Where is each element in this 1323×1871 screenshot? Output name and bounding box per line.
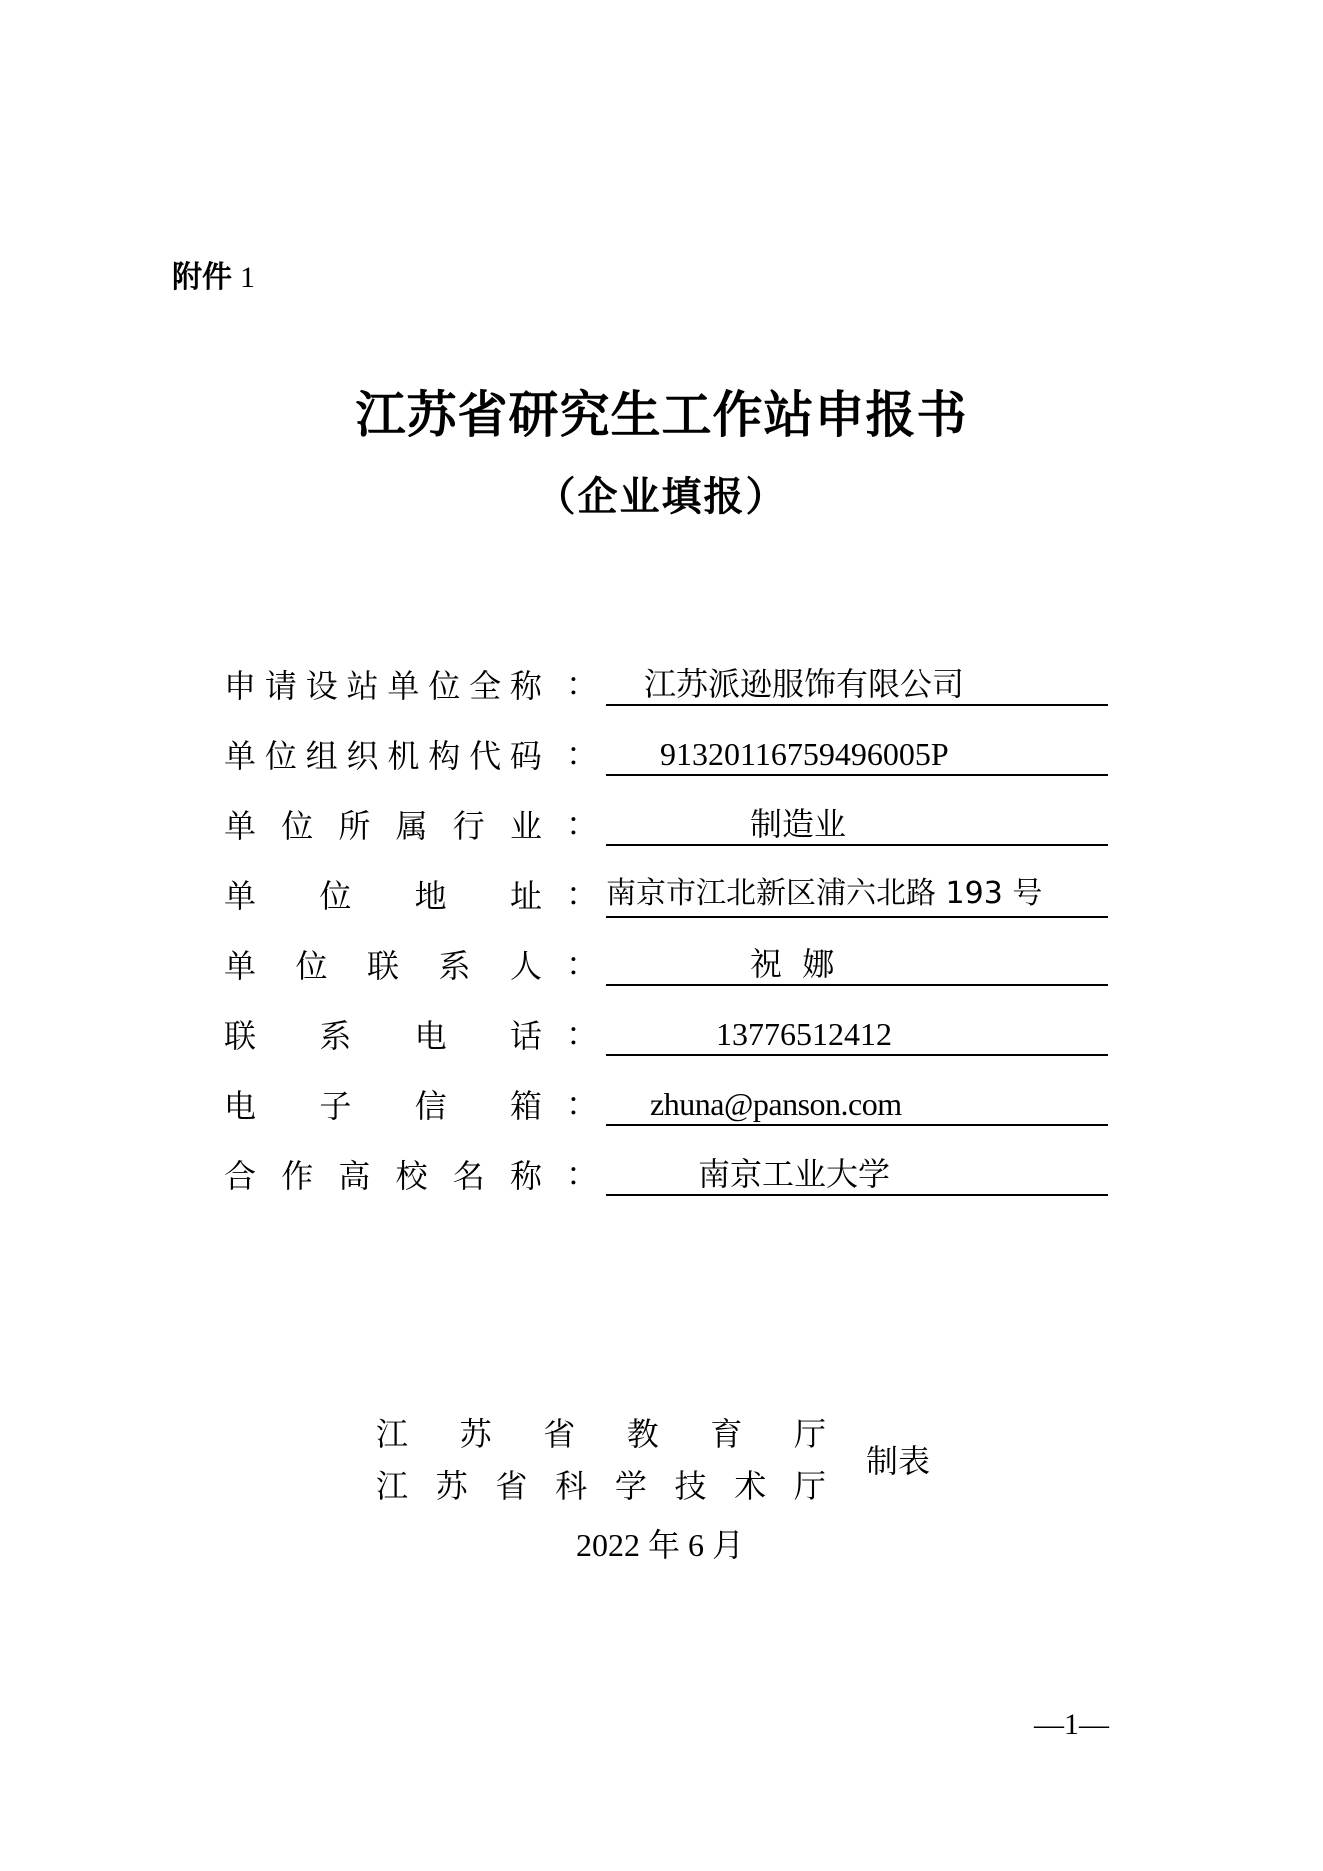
label-char: 申 [224,667,257,705]
form-label [224,802,542,846]
label-char: 业 [509,807,542,845]
label-char: 设 [305,667,338,705]
issuer-char: 苏 [435,1467,468,1505]
label-char: 位 [295,947,328,985]
label-char: 称 [509,667,542,705]
page-number: —1— [1034,1708,1109,1741]
form-row-email [224,1082,1104,1126]
form-label [224,1082,542,1126]
form-colon: ： [566,735,599,773]
form-row-industry [224,802,1104,846]
email-field[interactable]: zhuna@panson.com [606,1082,1108,1126]
form-row-university [224,1152,1104,1196]
label-char: 地 [414,877,447,915]
attachment-label [172,252,255,296]
issuer-char: 省 [495,1467,528,1505]
org-code-field[interactable]: 91320116759496005P [606,732,1108,776]
issuer-education-dept [376,1408,826,1460]
label-char: 织 [346,737,379,775]
issuer-science-dept [376,1460,826,1512]
issuer-char: 厅 [793,1467,826,1505]
label-char: 信 [414,1087,447,1125]
attachment-number: 1 [240,261,255,294]
issuer-char: 江 [376,1467,409,1505]
issuer-char: 苏 [459,1415,492,1453]
document-subtitle: （企业填报） [535,474,788,520]
issuer-char: 科 [555,1467,588,1505]
label-char: 机 [387,737,420,775]
issuer-char: 教 [626,1415,659,1453]
label-char: 行 [452,807,485,845]
form-row-phone [224,1012,1104,1056]
form-row-contact [224,942,1104,986]
form-label [224,732,542,776]
label-char: 单 [224,737,257,775]
label-char: 电 [414,1017,447,1055]
contact-person-field[interactable]: 祝 娜 [606,942,1108,986]
label-char: 名 [452,1157,485,1195]
label-char: 联 [224,1017,257,1055]
issuing-departments [376,1408,826,1512]
label-char: 址 [509,877,542,915]
form-label [224,942,542,986]
label-char: 作 [281,1157,314,1195]
label-char: 单 [224,807,257,845]
label-char: 合 [224,1157,257,1195]
label-char: 组 [305,737,338,775]
issuer-char: 技 [674,1467,707,1505]
document-title: 江苏省研究生工作站申报书 [355,386,968,444]
attachment-text: 附件 [172,260,232,295]
label-char: 单 [387,667,420,705]
form-label [224,1012,542,1056]
applicant-name-field[interactable]: 江苏派逊服饰有限公司 [606,662,1108,706]
label-char: 位 [281,807,314,845]
form-row-org-code [224,732,1104,776]
issuer-char: 术 [734,1467,767,1505]
label-char: 请 [264,667,297,705]
label-char: 箱 [509,1087,542,1125]
form-colon: ： [566,1155,599,1193]
label-char: 人 [509,947,542,985]
form-colon: ： [566,1015,599,1053]
label-char: 站 [346,667,379,705]
label-char: 构 [428,737,461,775]
label-char: 高 [338,1157,371,1195]
label-char: 全 [469,667,502,705]
issuer-char: 厅 [793,1415,826,1453]
issuer-char: 学 [614,1467,647,1505]
form-label [224,1152,542,1196]
label-char: 码 [509,737,542,775]
label-char: 称 [509,1157,542,1195]
issuer-char: 江 [376,1415,409,1453]
issuer-char: 育 [710,1415,743,1453]
form-row-address [224,872,1104,916]
form-colon: ： [566,665,599,703]
industry-field[interactable]: 制造业 [606,802,1108,846]
label-char: 系 [319,1017,352,1055]
label-char: 话 [509,1017,542,1055]
phone-field[interactable]: 13776512412 [606,1012,1108,1056]
form-colon: ： [566,805,599,843]
form-row-applicant [224,662,1104,706]
label-char: 所 [338,807,371,845]
label-char: 联 [366,947,399,985]
label-char: 位 [264,737,297,775]
label-char: 属 [395,807,428,845]
label-char: 子 [319,1087,352,1125]
university-field[interactable]: 南京工业大学 [606,1152,1108,1196]
label-char: 系 [438,947,471,985]
form-colon: ： [566,875,599,913]
label-char: 位 [319,877,352,915]
label-char: 电 [224,1087,257,1125]
issuer-char: 省 [543,1415,576,1453]
label-char: 校 [395,1157,428,1195]
form-colon: ： [566,945,599,983]
label-char: 单 [224,947,257,985]
issue-date: 2022 年 6 月 [576,1527,745,1563]
label-char: 代 [469,737,502,775]
label-char: 单 [224,877,257,915]
form-label [224,662,542,706]
form-colon: ： [566,1085,599,1123]
made-by-label: 制表 [866,1442,931,1480]
label-char: 位 [428,667,461,705]
form-label [224,872,542,916]
address-field[interactable]: 南京市江北新区浦六北路 193 号 [606,872,1108,918]
